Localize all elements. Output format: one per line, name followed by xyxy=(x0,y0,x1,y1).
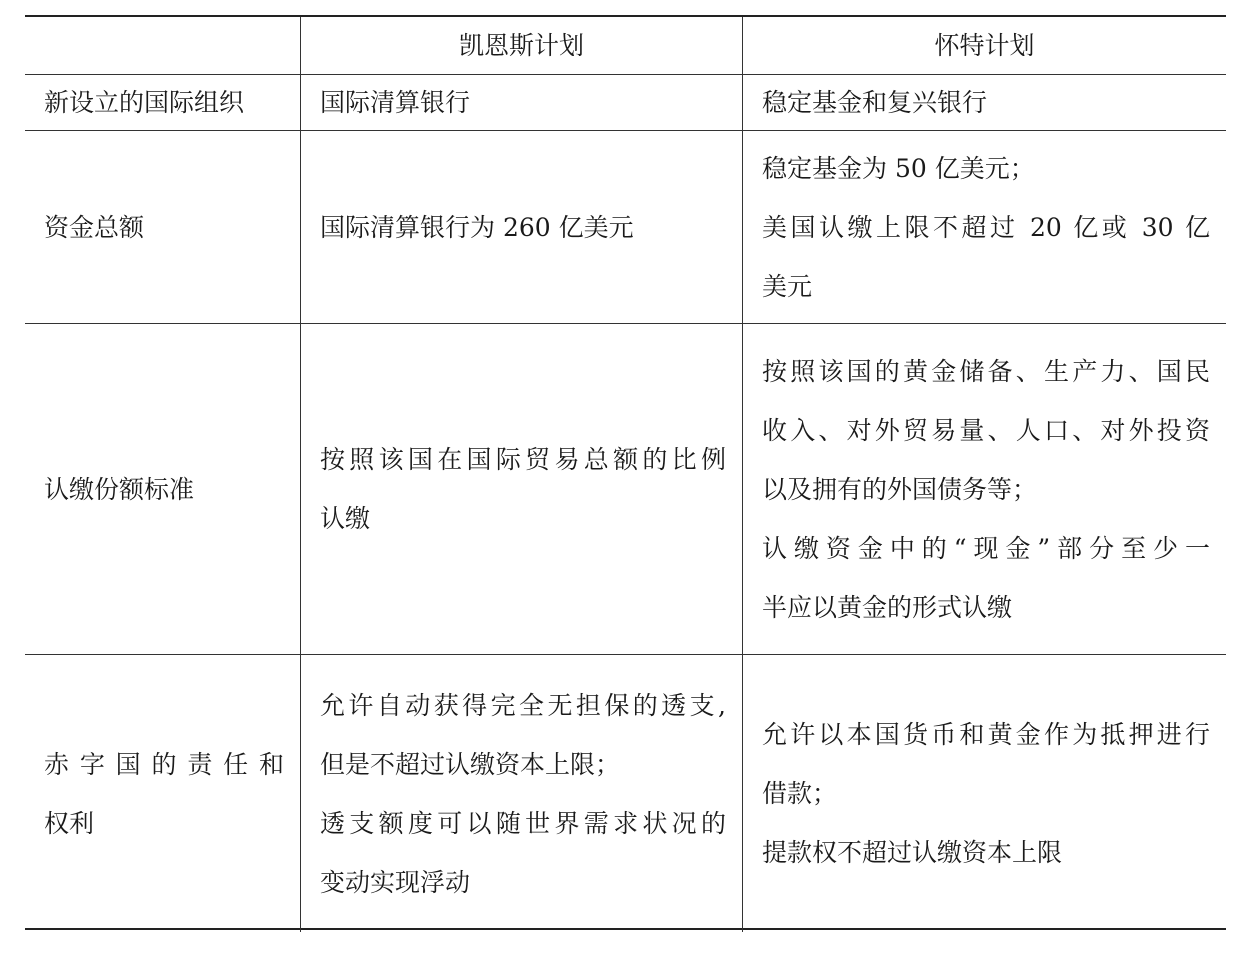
header-cell-white xyxy=(743,17,1226,75)
cell-line: 半应以黄金的形式认缴 xyxy=(762,592,1013,622)
cell-line: 收入、对外贸易量、人口、对外投资 xyxy=(762,415,1210,445)
row-label-quota-standard xyxy=(25,324,301,655)
cell-line: 提款权不超过认缴资本上限 xyxy=(762,838,1063,867)
header-label: 怀特计划 xyxy=(934,31,1035,60)
white-deficit-country xyxy=(743,655,1226,932)
cell-line: 以及拥有的外国债务等； xyxy=(762,474,1038,504)
row-label-organization xyxy=(25,75,301,131)
cell-line: 稳定基金和复兴银行 xyxy=(762,88,988,117)
row-label-total-funds xyxy=(25,131,301,324)
comparison-table xyxy=(25,15,1226,930)
cell-line: 按照该国在国际贸易总额的比例 xyxy=(320,445,726,474)
cell-line: 国际清算银行 xyxy=(320,88,471,117)
cell-line: 认缴资金中的“现金”部分至少一 xyxy=(762,533,1210,563)
white-organization xyxy=(743,75,1226,131)
cell-line: 新设立的国际组织 xyxy=(44,88,245,117)
cell-line: 美国认缴上限不超过 20 亿或 30 亿 xyxy=(762,212,1210,242)
cell-line: 但是不超过认缴资本上限； xyxy=(320,749,621,779)
cell-line: 按照该国的黄金储备、生产力、国民 xyxy=(762,356,1210,386)
white-total-funds xyxy=(743,131,1226,324)
header-cell-keynes xyxy=(301,17,743,75)
keynes-organization xyxy=(301,75,743,131)
keynes-total-funds xyxy=(301,131,743,324)
cell-line: 美元 xyxy=(762,271,813,301)
cell-line: 稳定基金为 50 亿美元； xyxy=(762,153,1035,183)
keynes-quota-standard xyxy=(301,324,743,655)
cell-line: 允许自动获得完全无担保的透支, xyxy=(320,690,726,720)
header-cell-empty xyxy=(25,17,301,75)
white-quota-standard xyxy=(743,324,1226,655)
cell-line: 透支额度可以随世界需求状况的 xyxy=(320,808,726,838)
cell-line: 权利 xyxy=(44,808,95,838)
row-label-deficit-country xyxy=(25,655,301,932)
cell-line: 国际清算银行为 260 亿美元 xyxy=(320,212,634,242)
cell-line: 赤字国的责任和 xyxy=(44,749,284,779)
cell-line: 变动实现浮动 xyxy=(320,867,471,897)
keynes-deficit-country xyxy=(301,655,743,932)
cell-line: 借款； xyxy=(762,779,838,808)
header-label: 凯恩斯计划 xyxy=(458,31,584,60)
cell-line: 认缴 xyxy=(320,504,371,533)
cell-line: 允许以本国货币和黄金作为抵押进行 xyxy=(762,720,1210,749)
cell-line: 资金总额 xyxy=(44,212,145,242)
cell-line: 认缴份额标准 xyxy=(44,474,195,504)
